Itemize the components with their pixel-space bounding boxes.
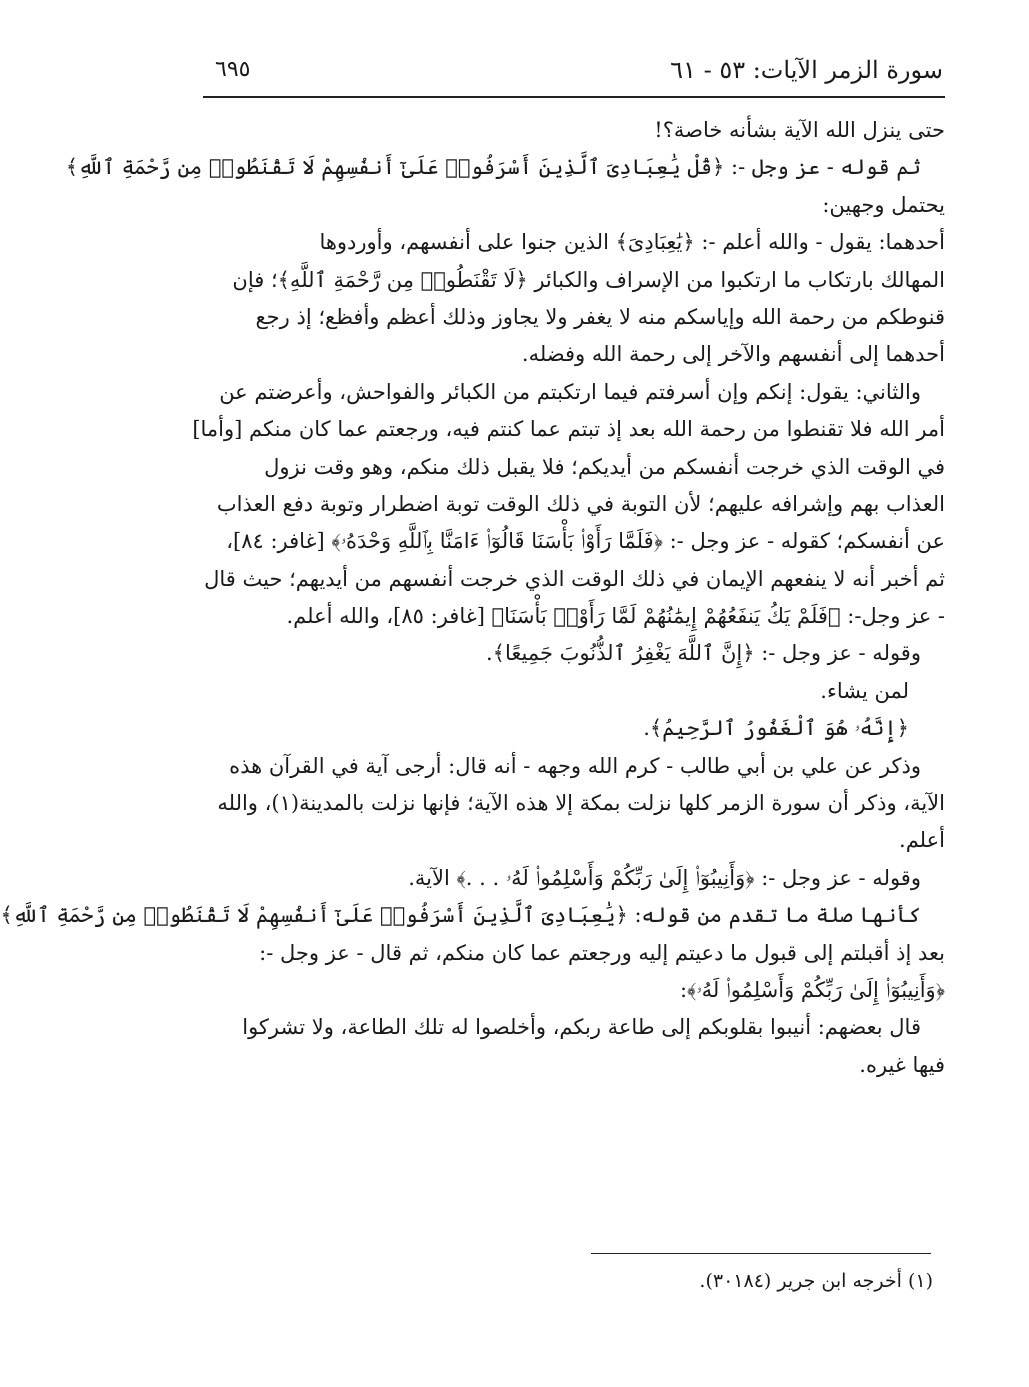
running-title: سورة الزمر الآيات: ٥٣ - ٦١	[670, 56, 943, 84]
text-line: يحتمل وجهين:	[822, 192, 945, 217]
text-line: أمر الله فلا تقنطوا من رحمة الله بعد إذ تبتم عما كنتم فيه، ورجعتم عما كان منكم [وأما]	[192, 417, 945, 442]
text-line: بعد إذ أقبلتم إلى قبول ما دعيتم إليه ورجعتم عما كان منكم، ثم قال - عز وجل -:	[259, 940, 945, 965]
header-rule	[203, 96, 945, 98]
text-line: فيها غيره.	[859, 1052, 945, 1077]
text-line: وقوله - عز وجل -: ﴿وَأَنِيبُوٓا۟ إِلَىٰ رَبِّكُمْ وَأَسْلِمُوا۟ لَهُۥ . . .﴾ الآية.	[408, 865, 921, 890]
text-line: قال بعضهم: أنيبوا بقلوبكم إلى طاعة ربكم، وأخلصوا له تلك الطاعة، ولا تشركوا	[242, 1015, 921, 1040]
text-line: المهالك بارتكاب ما ارتكبوا من الإسراف والكبائر ﴿لَا تَقْنَطُوا۟ مِن رَّحْمَةِ ٱللَّهِ﴾؛ فإن	[232, 267, 945, 292]
text-line: عن أنفسكم؛ كقوله - عز وجل -: ﴿فَلَمَّا رَأَوْا۟ بَأْسَنَا قَالُوٓا۟ ءَامَنَّا بِٱللَّهِ وَحْدَهُۥ﴾ [غافر: ٨٤]،	[226, 529, 945, 554]
text-line: والثاني: يقول: إنكم وإن أسرفتم فيما ارتكبتم من الكبائر والفواحش، وأعرضتم عن	[219, 379, 921, 404]
text-line: - عز وجل-: ﴿فَلَمْ يَكُ يَنفَعُهُمْ إِيمَٰنُهُمْ لَمَّا رَأَوْا۟ بَأْسَنَا﴾ [غافر: ٨٥]، والله أعلم.	[286, 604, 945, 629]
text-line: أعلم.	[899, 828, 945, 853]
text-line: وذكر عن علي بن أبي طالب - كرم الله وجهه - أنه قال: أرجى آية في القرآن هذه	[229, 753, 921, 778]
text-line: كأنها صلة ما تقدم من قوله: ﴿يَٰعِبَادِىَ ٱلَّذِينَ أَسْرَفُوا۟ عَلَىٰٓ أَنفُسِهِمْ لَا تَقْنَطُوا۟ مِن رَّحْمَةِ ٱللَّهِ﴾	[0, 903, 921, 928]
text-line: وقوله - عز وجل -: ﴿إِنَّ ٱللَّهَ يَغْفِرُ ٱلذُّنُوبَ جَمِيعًا﴾.	[486, 641, 921, 666]
text-line: أحدهما: يقول - والله أعلم -: ﴿يَٰعِبَادِىَ﴾ الذين جنوا على أنفسهم، وأوردوها	[319, 230, 945, 255]
text-line: أحدهما إلى أنفسهم والآخر إلى رحمة الله وفضله.	[521, 342, 945, 367]
text-line: الآية، وذكر أن سورة الزمر كلها نزلت بمكة إلا هذه الآية؛ فإنها نزلت بالمدينة(١)، والله	[217, 791, 945, 816]
text-line: ﴿إِنَّهُۥ هُوَ ٱلْغَفُورُ ٱلرَّحِيمُ﴾.	[643, 716, 909, 741]
page-number: ٦٩٥	[215, 57, 251, 82]
body-text	[0, 112, 945, 1084]
page-header	[203, 52, 943, 88]
text-line: قنوطكم من رحمة الله وإياسكم منه لا يغفر ولا يجاوز وذلك أعظم وأفظع؛ إذ رجع	[255, 304, 945, 329]
text-line: حتى ينزل الله الآية بشأنه خاصة؟!	[654, 118, 945, 142]
text-line: ثم أخبر أنه لا ينفعهم الإيمان في ذلك الوقت الذي خرجت أنفسهم من أيديهم؛ حيث قال	[204, 566, 945, 591]
text-line: لمن يشاء.	[820, 678, 909, 703]
text-line: في الوقت الذي خرجت أنفسكم من أيديكم؛ فلا يقبل ذلك منكم، وهو وقت نزول	[264, 454, 945, 479]
footnote-rule	[591, 1253, 931, 1254]
text-line: ﴿وَأَنِيبُوٓا۟ إِلَىٰ رَبِّكُمْ وَأَسْلِمُوا۟ لَهُۥ﴾:	[679, 977, 945, 1002]
footnote: (١) أخرجه ابن جرير (٣٠١٨٤).	[699, 1270, 933, 1292]
text-line: ثم قوله - عز وجل -: ﴿قُلْ يَٰعِبَادِىَ ٱلَّذِينَ أَسْرَفُوا۟ عَلَىٰٓ أَنفُسِهِمْ لَا تَقْنَطُوا۟ مِن رَّحْمَةِ ٱللَّهِ﴾	[65, 155, 921, 180]
text-line: العذاب بهم وإشرافه عليهم؛ لأن التوبة في ذلك الوقت توبة اضطرار وتوبة دفع العذاب	[216, 491, 945, 516]
